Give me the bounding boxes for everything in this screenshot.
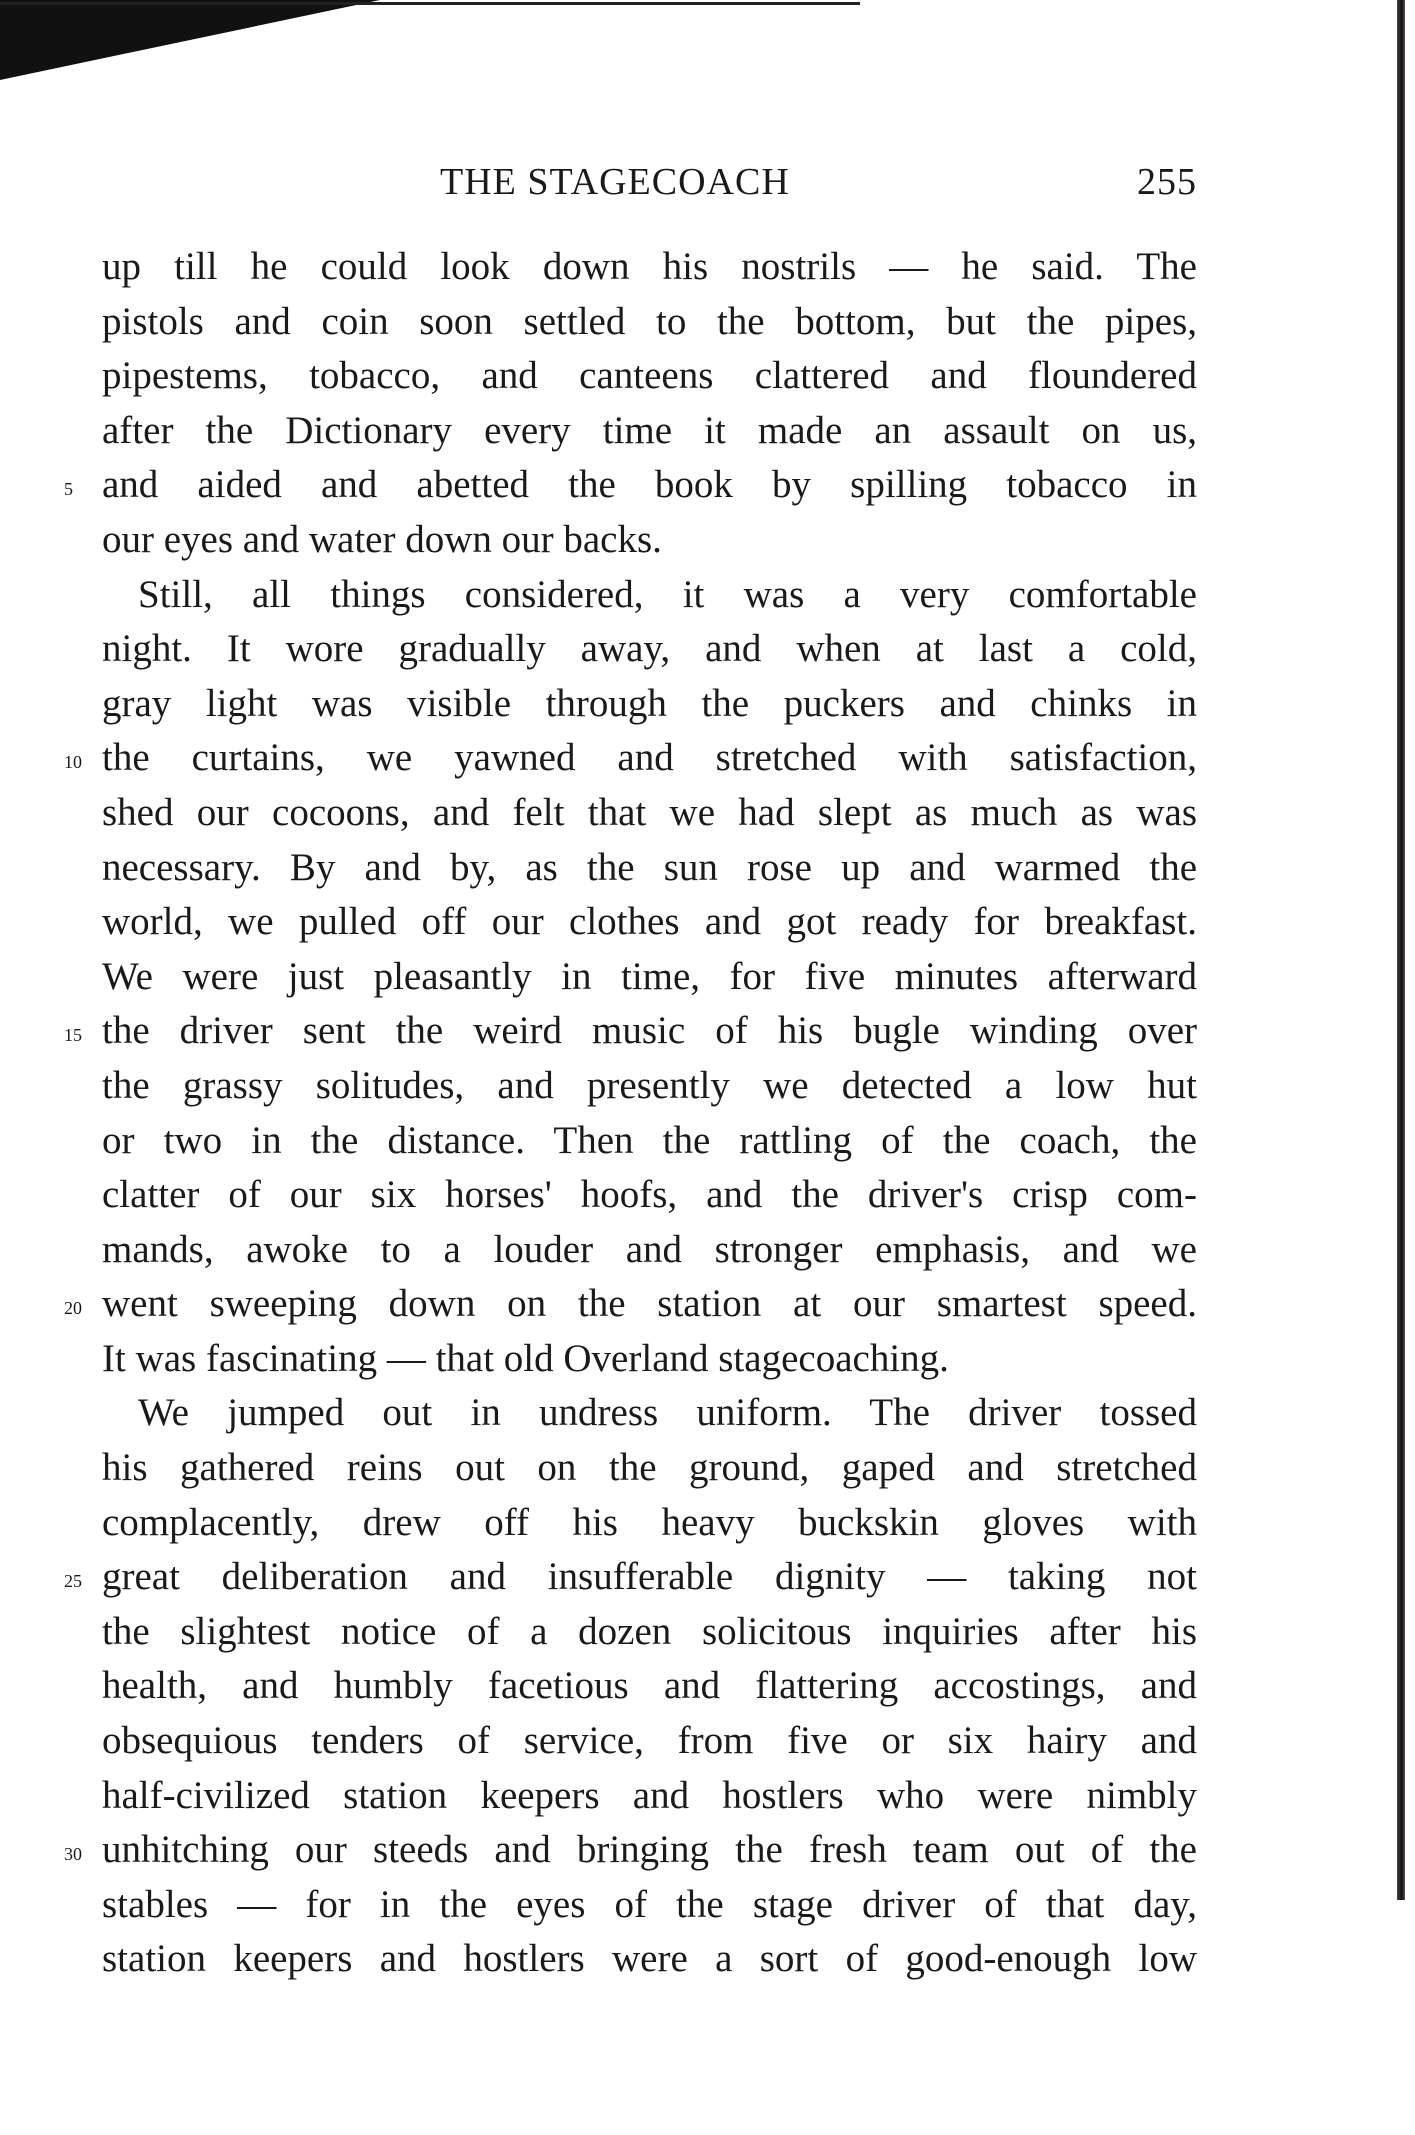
line-text: the grassy solitudes, and presently we detected a low hut xyxy=(102,1063,1197,1107)
text-line xyxy=(102,950,1197,1005)
line-text: It was fascinating — that old Overland stagecoaching. xyxy=(102,1336,949,1380)
scan-shadow-corner xyxy=(0,0,380,80)
text-line xyxy=(102,1114,1197,1169)
line-text: his gathered reins out on the ground, gaped and stretched xyxy=(102,1446,1197,1490)
line-text: pipestems, tobacco, and canteens clattered and floundered xyxy=(102,354,1197,398)
line-text: Still, all things considered, it was a very comfortable xyxy=(138,572,1197,616)
chapter-title: THE STAGECOACH xyxy=(440,161,790,203)
line-text: clatter of our six horses' hoofs, and the driver's crisp com- xyxy=(102,1173,1197,1217)
text-line xyxy=(64,458,1197,513)
text-line xyxy=(102,1605,1197,1660)
line-number: 10 xyxy=(64,752,82,773)
text-line xyxy=(102,1332,1197,1387)
text-line xyxy=(64,1550,1197,1605)
line-text: up till he could look down his nostrils — he said. The xyxy=(102,245,1197,288)
line-text: our eyes and water down our backs. xyxy=(102,517,662,561)
text-line xyxy=(102,1659,1197,1714)
text-line xyxy=(102,895,1197,950)
text-line xyxy=(102,513,1197,568)
line-text: mands, awoke to a louder and stronger emphasis, and we xyxy=(102,1227,1197,1271)
line-text: We jumped out in undress uniform. The driver tossed xyxy=(138,1391,1197,1435)
page-binding-edge xyxy=(1397,0,1405,1900)
line-text: shed our cocoons, and felt that we had slept as much as was xyxy=(102,790,1197,834)
text-line xyxy=(102,786,1197,841)
line-text: We were just pleasantly in time, for five minutes afterward xyxy=(102,954,1197,998)
text-line xyxy=(102,568,1197,623)
text-line xyxy=(64,1823,1197,1878)
line-text: world, we pulled off our clothes and got ready for breakfast. xyxy=(102,900,1197,944)
line-text: necessary. By and by, as the sun rose up and warmed the xyxy=(102,845,1197,889)
text-line xyxy=(102,1714,1197,1769)
text-line xyxy=(102,622,1197,677)
line-text: night. It wore gradually away, and when at last a cold, xyxy=(102,627,1197,671)
line-text: stables — for in the eyes of the stage driver of that day, xyxy=(102,1882,1197,1926)
text-line xyxy=(102,1496,1197,1551)
text-line xyxy=(102,1223,1197,1278)
text-line xyxy=(64,1277,1197,1332)
text-line xyxy=(102,1168,1197,1223)
text-line xyxy=(64,731,1197,786)
text-line xyxy=(102,1878,1197,1933)
text-line xyxy=(102,1386,1197,1441)
text-line xyxy=(102,841,1197,896)
line-text: gray light was visible through the puckers and chinks in xyxy=(102,681,1197,725)
text-line xyxy=(102,240,1197,295)
line-text: great deliberation and insufferable dignity — taking not xyxy=(102,1555,1197,1599)
page-number: 255 xyxy=(1137,161,1197,203)
text-line xyxy=(102,677,1197,732)
line-text: health, and humbly facetious and flattering accostings, and xyxy=(102,1664,1197,1708)
line-text: the curtains, we yawned and stretched with satisfaction, xyxy=(102,736,1197,780)
text-line xyxy=(64,1004,1197,1059)
text-line xyxy=(102,1441,1197,1496)
text-line xyxy=(102,295,1197,350)
line-text: station keepers and hostlers were a sort of good-enough low xyxy=(102,1937,1197,1981)
scan-edge-line xyxy=(0,2,860,5)
line-number: 5 xyxy=(64,479,73,500)
text-line xyxy=(102,1059,1197,1114)
line-text: and aided and abetted the book by spilling tobacco in xyxy=(102,463,1197,507)
text-line xyxy=(102,349,1197,404)
line-text: unhitching our steeds and bringing the fresh team out of the xyxy=(102,1828,1197,1872)
line-text: pistols and coin soon settled to the bottom, but the pipes, xyxy=(102,299,1197,343)
line-text: or two in the distance. Then the rattling of the coach, the xyxy=(102,1118,1197,1162)
line-text: the driver sent the weird music of his bugle winding over xyxy=(102,1009,1197,1053)
running-header xyxy=(102,160,1197,210)
line-text: the slightest notice of a dozen solicitous inquiries after his xyxy=(102,1609,1197,1653)
line-text: after the Dictionary every time it made an assault on us, xyxy=(102,408,1197,452)
line-number: 30 xyxy=(64,1844,82,1865)
text-line xyxy=(102,1769,1197,1824)
text-line xyxy=(102,1932,1197,1987)
line-text: obsequious tenders of service, from five or six hairy and xyxy=(102,1719,1197,1763)
text-line xyxy=(102,404,1197,459)
line-number: 25 xyxy=(64,1571,82,1592)
line-number: 20 xyxy=(64,1298,82,1319)
page-body-text xyxy=(64,240,1197,1987)
line-text: half-civilized station keepers and hostlers who were nimbly xyxy=(102,1773,1197,1817)
line-text: went sweeping down on the station at our smartest speed. xyxy=(102,1282,1197,1326)
line-text: complacently, drew off his heavy buckskin gloves with xyxy=(102,1500,1197,1544)
line-number: 15 xyxy=(64,1025,82,1046)
